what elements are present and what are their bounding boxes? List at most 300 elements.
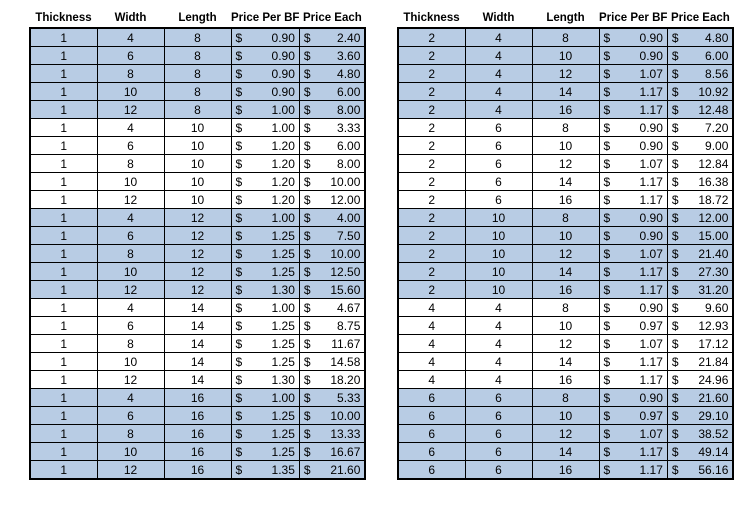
cell-price-each [299,425,365,443]
table-header [30,9,365,28]
cell-thickness: 1 [30,335,97,353]
cell-price-each [667,137,733,155]
amount: 1.17 [639,282,663,297]
currency-symbol: $ [235,48,243,63]
cell-width: 6 [97,227,164,245]
amount: 4.80 [705,30,729,45]
amount: 0.97 [639,408,663,423]
cell-thickness: 6 [398,425,465,443]
cell-thickness: 1 [30,317,97,335]
amount: 6.00 [337,84,361,99]
cell-thickness: 2 [398,191,465,209]
table-row [398,389,733,407]
cell-price-each [299,47,365,65]
amount: 15.00 [698,228,729,243]
currency-symbol: $ [303,444,311,459]
cell-thickness: 1 [30,227,97,245]
table-row [30,389,365,407]
amount: 1.30 [271,282,295,297]
cell-thickness: 1 [30,461,97,480]
cell-price-per-bf [599,461,667,480]
cell-length: 14 [164,299,231,317]
cell-thickness: 1 [30,65,97,83]
amount: 38.52 [698,426,729,441]
currency-symbol: $ [671,426,679,441]
table-row [30,173,365,191]
cell-length: 8 [164,28,231,47]
currency-symbol: $ [235,372,243,387]
currency-symbol: $ [235,354,243,369]
currency-symbol: $ [671,372,679,387]
cell-width: 10 [97,353,164,371]
amount: 1.07 [639,156,663,171]
cell-width: 4 [465,83,532,101]
cell-price-each [667,281,733,299]
amount: 0.90 [639,300,663,315]
cell-price-each [299,353,365,371]
cell-price-per-bf [231,191,299,209]
currency-symbol: $ [671,192,679,207]
cell-price-each [299,263,365,281]
currency-symbol: $ [303,426,311,441]
cell-width: 8 [97,155,164,173]
cell-width: 4 [97,28,164,47]
cell-length: 16 [532,191,599,209]
currency-symbol: $ [603,48,611,63]
amount: 12.84 [698,156,729,171]
currency-symbol: $ [603,120,611,135]
amount: 8.56 [705,66,729,81]
cell-price-per-bf [231,461,299,480]
cell-price-each [667,245,733,263]
table-row [30,371,365,389]
amount: 1.25 [271,228,295,243]
cell-width: 10 [465,209,532,227]
cell-width: 4 [97,389,164,407]
cell-price-each [667,389,733,407]
currency-symbol: $ [235,192,243,207]
cell-price-each [667,353,733,371]
amount: 1.17 [639,372,663,387]
cell-price-each [299,461,365,480]
cell-width: 4 [465,317,532,335]
amount: 6.00 [337,138,361,153]
table-row [398,83,733,101]
cell-thickness: 2 [398,47,465,65]
cell-width: 6 [97,407,164,425]
table-row [398,461,733,480]
cell-length: 16 [532,371,599,389]
amount: 1.20 [271,174,295,189]
cell-price-each [667,407,733,425]
cell-length: 12 [164,209,231,227]
cell-price-each [299,65,365,83]
currency-symbol: $ [235,246,243,261]
amount: 1.17 [639,264,663,279]
cell-thickness: 1 [30,209,97,227]
amount: 1.00 [271,102,295,117]
cell-price-per-bf [231,371,299,389]
table-row [30,263,365,281]
cell-price-per-bf [231,47,299,65]
cell-price-each [299,191,365,209]
amount: 4.67 [337,300,361,315]
amount: 1.20 [271,192,295,207]
cell-thickness: 4 [398,371,465,389]
cell-width: 8 [97,335,164,353]
amount: 29.10 [698,408,729,423]
cell-price-each [299,317,365,335]
cell-price-per-bf [599,335,667,353]
amount: 0.90 [639,48,663,63]
cell-width: 12 [97,461,164,480]
cell-length: 14 [164,335,231,353]
cell-thickness: 2 [398,245,465,263]
cell-price-each [299,281,365,299]
cell-thickness: 2 [398,173,465,191]
table-row [30,28,365,47]
amount: 18.72 [698,192,729,207]
table-row [30,407,365,425]
currency-symbol: $ [603,282,611,297]
currency-symbol: $ [671,300,679,315]
table-row [398,335,733,353]
table-row [30,281,365,299]
amount: 0.90 [639,210,663,225]
amount: 0.90 [271,30,295,45]
amount: 7.20 [705,120,729,135]
cell-thickness: 2 [398,83,465,101]
cell-thickness: 1 [30,28,97,47]
currency-symbol: $ [671,174,679,189]
currency-symbol: $ [603,300,611,315]
cell-length: 12 [532,245,599,263]
currency-symbol: $ [671,102,679,117]
amount: 1.17 [639,444,663,459]
currency-symbol: $ [603,354,611,369]
header-length: Length [178,12,217,24]
cell-length: 12 [164,281,231,299]
amount: 10.00 [330,408,361,423]
header-price-per-bf: Price Per BF [599,12,668,24]
cell-price-each [299,443,365,461]
table-body [30,28,365,479]
cell-length: 12 [164,245,231,263]
amount: 1.17 [639,102,663,117]
header-width: Width [114,12,147,24]
amount: 9.00 [705,138,729,153]
currency-symbol: $ [671,462,679,477]
cell-thickness: 2 [398,263,465,281]
currency-symbol: $ [603,30,611,45]
cell-price-per-bf [231,281,299,299]
cell-length: 8 [532,28,599,47]
amount: 1.25 [271,354,295,369]
cell-thickness: 2 [398,155,465,173]
cell-width: 6 [97,317,164,335]
cell-length: 10 [532,137,599,155]
amount: 8.00 [337,102,361,117]
cell-length: 8 [164,47,231,65]
amount: 21.60 [698,390,729,405]
cell-thickness: 6 [398,389,465,407]
cell-price-each [667,461,733,480]
cell-price-per-bf [599,371,667,389]
cell-length: 10 [164,137,231,155]
cell-length: 14 [532,173,599,191]
cell-price-per-bf [599,209,667,227]
currency-symbol: $ [235,102,243,117]
amount: 1.17 [639,84,663,99]
currency-symbol: $ [235,66,243,81]
cell-thickness: 1 [30,281,97,299]
amount: 24.96 [698,372,729,387]
currency-symbol: $ [303,102,311,117]
cell-width: 4 [465,299,532,317]
cell-length: 12 [532,65,599,83]
cell-thickness: 2 [398,119,465,137]
cell-price-per-bf [599,317,667,335]
cell-price-per-bf [231,173,299,191]
cell-price-each [299,155,365,173]
currency-symbol: $ [235,264,243,279]
cell-price-each [299,28,365,47]
currency-symbol: $ [303,120,311,135]
table-row [30,137,365,155]
currency-symbol: $ [235,228,243,243]
amount: 8.00 [337,156,361,171]
cell-width: 4 [465,101,532,119]
amount: 1.25 [271,246,295,261]
currency-symbol: $ [303,354,311,369]
cell-length: 14 [164,353,231,371]
table-row [30,299,365,317]
cell-length: 12 [164,227,231,245]
cell-thickness: 1 [30,173,97,191]
cell-width: 8 [97,425,164,443]
cell-price-each [299,335,365,353]
amount: 1.20 [271,156,295,171]
cell-width: 10 [97,83,164,101]
table-row [30,335,365,353]
cell-width: 8 [97,65,164,83]
cell-price-per-bf [599,299,667,317]
currency-symbol: $ [303,84,311,99]
cell-length: 16 [532,101,599,119]
cell-thickness: 4 [398,299,465,317]
currency-symbol: $ [303,48,311,63]
currency-symbol: $ [303,318,311,333]
currency-symbol: $ [303,390,311,405]
cell-price-per-bf [231,101,299,119]
amount: 1.00 [271,300,295,315]
cell-price-per-bf [231,83,299,101]
cell-thickness: 4 [398,335,465,353]
currency-symbol: $ [235,156,243,171]
cell-thickness: 2 [398,281,465,299]
amount: 27.30 [698,264,729,279]
cell-price-per-bf [231,65,299,83]
currency-symbol: $ [603,408,611,423]
currency-symbol: $ [303,210,311,225]
header-price-each: Price Each [302,12,362,24]
cell-price-each [667,28,733,47]
cell-width: 4 [97,299,164,317]
cell-price-each [667,191,733,209]
amount: 1.00 [271,210,295,225]
cell-width: 8 [97,245,164,263]
currency-symbol: $ [671,120,679,135]
currency-symbol: $ [671,444,679,459]
currency-symbol: $ [671,228,679,243]
amount: 15.60 [330,282,361,297]
table-row [30,353,365,371]
amount: 7.50 [337,228,361,243]
cell-price-per-bf [599,119,667,137]
cell-price-per-bf [599,83,667,101]
amount: 13.33 [330,426,361,441]
cell-length: 10 [164,191,231,209]
cell-price-per-bf [599,245,667,263]
table-row [30,65,365,83]
cell-price-per-bf [231,137,299,155]
cell-price-per-bf [231,155,299,173]
amount: 14.58 [330,354,361,369]
currency-symbol: $ [603,264,611,279]
cell-thickness: 2 [398,227,465,245]
amount: 1.25 [271,408,295,423]
amount: 4.00 [337,210,361,225]
cell-length: 16 [164,443,231,461]
amount: 12.93 [698,318,729,333]
cell-price-per-bf [231,209,299,227]
amount: 0.90 [639,120,663,135]
cell-thickness: 4 [398,317,465,335]
currency-symbol: $ [235,210,243,225]
amount: 0.90 [271,66,295,81]
currency-symbol: $ [671,48,679,63]
cell-length: 8 [532,209,599,227]
cell-thickness: 1 [30,353,97,371]
amount: 3.33 [337,120,361,135]
cell-width: 10 [97,173,164,191]
cell-price-per-bf [599,443,667,461]
currency-symbol: $ [303,246,311,261]
cell-length: 16 [164,425,231,443]
table-row [398,173,733,191]
cell-length: 10 [164,119,231,137]
cell-length: 14 [164,371,231,389]
cell-width: 10 [465,281,532,299]
currency-symbol: $ [303,408,311,423]
table-row [398,407,733,425]
cell-thickness: 2 [398,101,465,119]
cell-price-per-bf [599,227,667,245]
table-row [30,83,365,101]
cell-price-per-bf [231,425,299,443]
cell-width: 6 [97,137,164,155]
currency-symbol: $ [235,336,243,351]
cell-width: 6 [465,425,532,443]
currency-symbol: $ [235,318,243,333]
cell-price-each [667,65,733,83]
currency-symbol: $ [671,84,679,99]
amount: 1.25 [271,426,295,441]
amount: 1.00 [271,120,295,135]
cell-width: 4 [465,335,532,353]
amount: 1.20 [271,138,295,153]
table-body [398,28,733,479]
header-thickness: Thickness [35,12,92,24]
currency-symbol: $ [671,246,679,261]
amount: 0.97 [639,318,663,333]
cell-length: 16 [164,407,231,425]
cell-price-per-bf [231,245,299,263]
currency-symbol: $ [603,426,611,441]
currency-symbol: $ [235,282,243,297]
currency-symbol: $ [671,138,679,153]
cell-price-per-bf [599,263,667,281]
cell-price-each [667,47,733,65]
currency-symbol: $ [303,336,311,351]
cell-thickness: 2 [398,28,465,47]
cell-length: 16 [164,461,231,480]
currency-symbol: $ [671,318,679,333]
cell-thickness: 1 [30,155,97,173]
currency-symbol: $ [603,246,611,261]
currency-symbol: $ [603,156,611,171]
cell-price-each [299,83,365,101]
table-row [398,191,733,209]
cell-length: 8 [164,83,231,101]
amount: 1.17 [639,462,663,477]
amount: 1.25 [271,444,295,459]
currency-symbol: $ [671,66,679,81]
table-row [398,209,733,227]
amount: 0.90 [639,228,663,243]
cell-width: 6 [465,407,532,425]
cell-length: 16 [164,389,231,407]
cell-length: 14 [164,317,231,335]
amount: 12.00 [698,210,729,225]
cell-price-each [667,443,733,461]
cell-length: 12 [532,425,599,443]
cell-price-each [667,227,733,245]
cell-length: 8 [532,299,599,317]
table-row [30,317,365,335]
cell-thickness: 6 [398,443,465,461]
cell-price-per-bf [599,101,667,119]
cell-width: 4 [465,65,532,83]
currency-symbol: $ [303,66,311,81]
cell-price-per-bf [599,28,667,47]
cell-width: 10 [97,263,164,281]
table-row [30,443,365,461]
cell-width: 6 [465,191,532,209]
cell-length: 8 [532,119,599,137]
cell-length: 10 [532,317,599,335]
table-row [398,101,733,119]
table-row [30,101,365,119]
amount: 56.16 [698,462,729,477]
cell-price-per-bf [599,65,667,83]
table-row [398,299,733,317]
amount: 10.00 [330,174,361,189]
cell-thickness: 1 [30,443,97,461]
cell-price-each [667,209,733,227]
cell-thickness: 1 [30,425,97,443]
amount: 1.30 [271,372,295,387]
